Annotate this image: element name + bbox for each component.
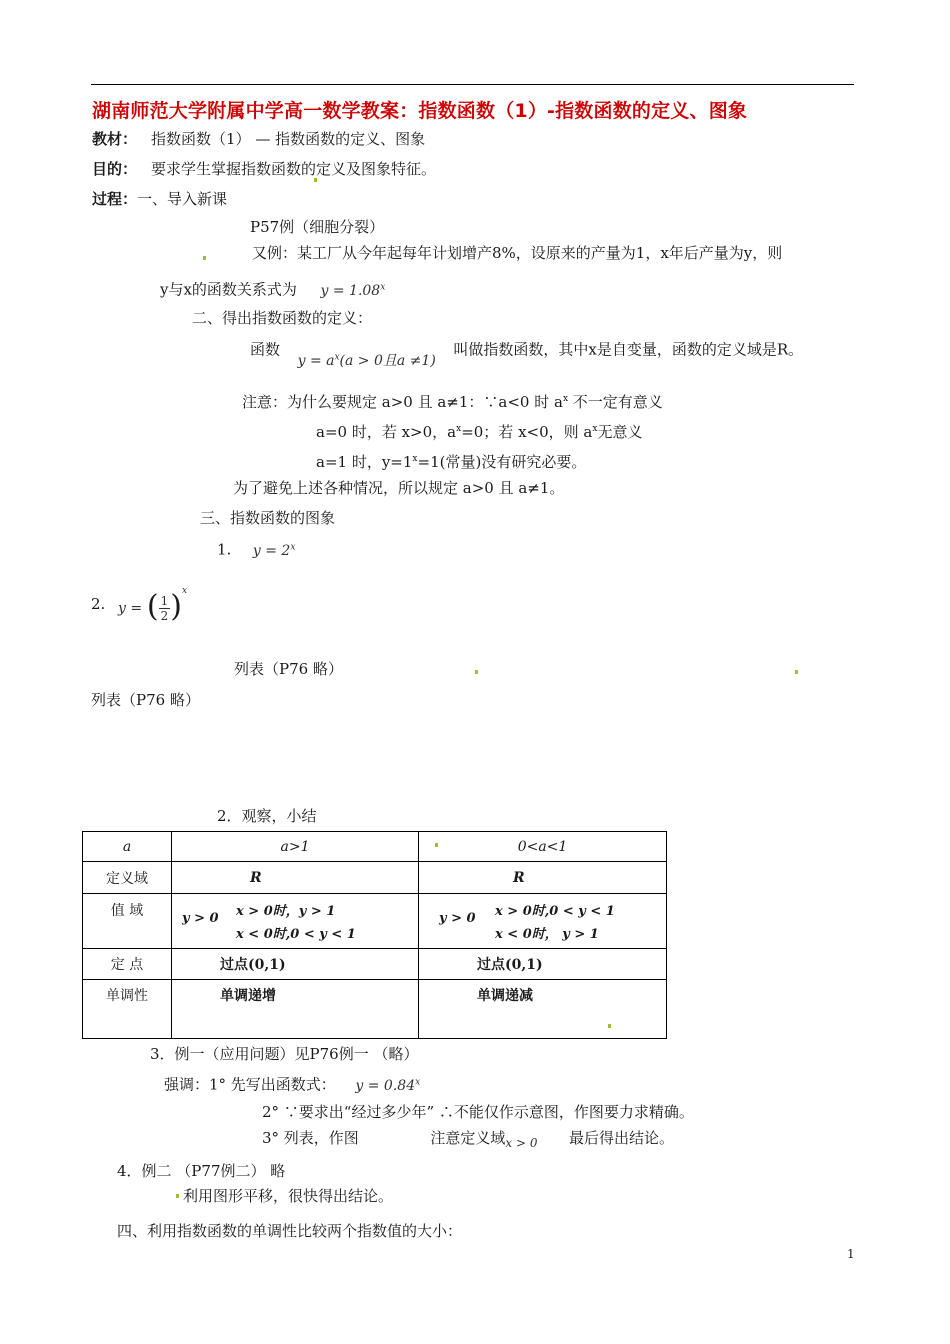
graph-item-1: 1. $y = 2^x$ [217,540,296,559]
summary-table [82,831,667,1039]
domain-value-left: R [172,862,419,894]
header-cell-a-gt-1: a>1 [172,832,419,862]
graph-2-formula: y = ( $\frac{1}{2})^x$ [118,585,188,624]
header-cell-a-between: 0<a<1 [419,832,667,862]
table-row [83,862,667,894]
page-title: 湖南师范大学附属中学高一数学教案：指数函数（1）-指数函数的定义、图象 [92,100,748,122]
table-note-1: 列表（P76 略） [234,660,343,678]
range-label: 值 域 [83,894,172,949]
page-number: 1 [847,1247,855,1261]
def-func-label: 函数 [250,340,281,359]
monotonicity-right: 单调递减 [419,980,667,1039]
speck-mark [795,670,798,674]
section-4-heading: 四、利用指数函数的单调性比较两个指数值的大小： [117,1222,463,1240]
monotonicity-label: 单调性 [83,980,172,1039]
example-2-line: 4．例二 （P77例二） 略 [117,1162,286,1180]
speck-mark [314,178,317,182]
domain-label: 定义域 [83,862,172,894]
note-line-2: a=0 时，若 x>0，$a^x=0$；若 x<0，则 $a^x$无意义 [316,423,643,441]
speck-mark [608,1024,611,1028]
guocheng-line [92,189,227,209]
def-text: 叫做指数函数，其中x是自变量，函数的定义域是R。 [453,340,804,359]
table-row [83,832,667,862]
header-rule [91,84,854,85]
emphasis-1-formula: $y = 0.84^x$ [355,1077,421,1094]
emphasis-2-line: 2° ∵要求出“经过多少年” ∴不能仅作示意图，作图要力求精确。 [262,1103,694,1121]
example-line2 [160,277,385,301]
example-2-note: 利用图形平移，很快得出结论。 [183,1187,394,1205]
mudi-line [92,159,436,179]
example-line1: 又例：某工厂从今年起每年计划增产8%，设原来的产量为1，x年后产量为y，则 [252,244,783,262]
header-cell-a: a [83,832,172,862]
p57-line: P57例（细胞分裂） [250,218,385,236]
range-cell-left: y > 0 x > 0时，y > 1 x < 0时,0 < y < 1 [172,894,419,949]
table-note-2: 列表（P76 略） [91,691,200,709]
section-2-heading: 二、得出指数函数的定义： [192,309,373,327]
fixed-point-label: 定 点 [83,949,172,980]
example-text: y与x的函数关系式为 [160,280,297,299]
table-row [83,949,667,980]
fixed-point-left: 过点(0,1) [172,949,419,980]
speck-mark [176,1194,179,1198]
note-line-1: 注意：为什么要规定 a>0 且 a≠1：∵a<0 时 $a^x$ 不一定有意义 [242,393,663,411]
mudi-label: 目的： [92,160,138,178]
definition-line [250,337,804,369]
observation-heading: 2．观察，小结 [217,807,317,825]
table-row [83,894,667,949]
speck-mark [475,670,478,674]
monotonicity-left: 单调递增 [172,980,419,1039]
example-1-line: 3．例一（应用问题）见P76例一 （略） [150,1045,419,1063]
jiaocai-line [92,129,425,149]
guocheng-text: 一、导入新课 [137,190,228,208]
guocheng-label: 过程： [92,190,138,208]
fixed-point-right: 过点(0,1) [419,949,667,980]
domain-value-right: R [419,862,667,894]
jiaocai-label: 教材： [92,130,138,148]
emphasis-1-line: 强调：1° 先写出函数式： $y = 0.84^x$ [164,1075,421,1094]
speck-mark [203,256,206,260]
speck-mark [435,843,438,847]
note-line-4: 为了避免上述各种情况，所以规定 a>0 且 a≠1。 [233,479,565,497]
graph-item-2-number: 2. [91,595,106,613]
graph-1-formula: $y = 2^x$ [252,542,296,559]
range-cell-right: y > 0 x > 0时,0 < y < 1 x < 0时， y > 1 [419,894,667,949]
note-line-3: a=1 时，$y=1^x=1$(常量)没有研究必要。 [316,453,587,471]
example-formula: $y = 1.08^x$ [320,282,386,299]
section-3-heading: 三、指数函数的图象 [200,509,336,527]
jiaocai-text: 指数函数（1） — 指数函数的定义、图象 [151,130,426,148]
emphasis-3-formula: x > 0 [505,1136,538,1150]
mudi-text: 要求学生掌握指数函数的定义及图象特征。 [151,160,437,178]
emphasis-3-line: 3° 列表，作图 注意定义域$_{x > 0}$ 最后得出结论。 [262,1129,675,1150]
definition-formula: $y = a^x(a > 0$且a ≠1) [297,352,436,369]
table-row [83,980,667,1039]
